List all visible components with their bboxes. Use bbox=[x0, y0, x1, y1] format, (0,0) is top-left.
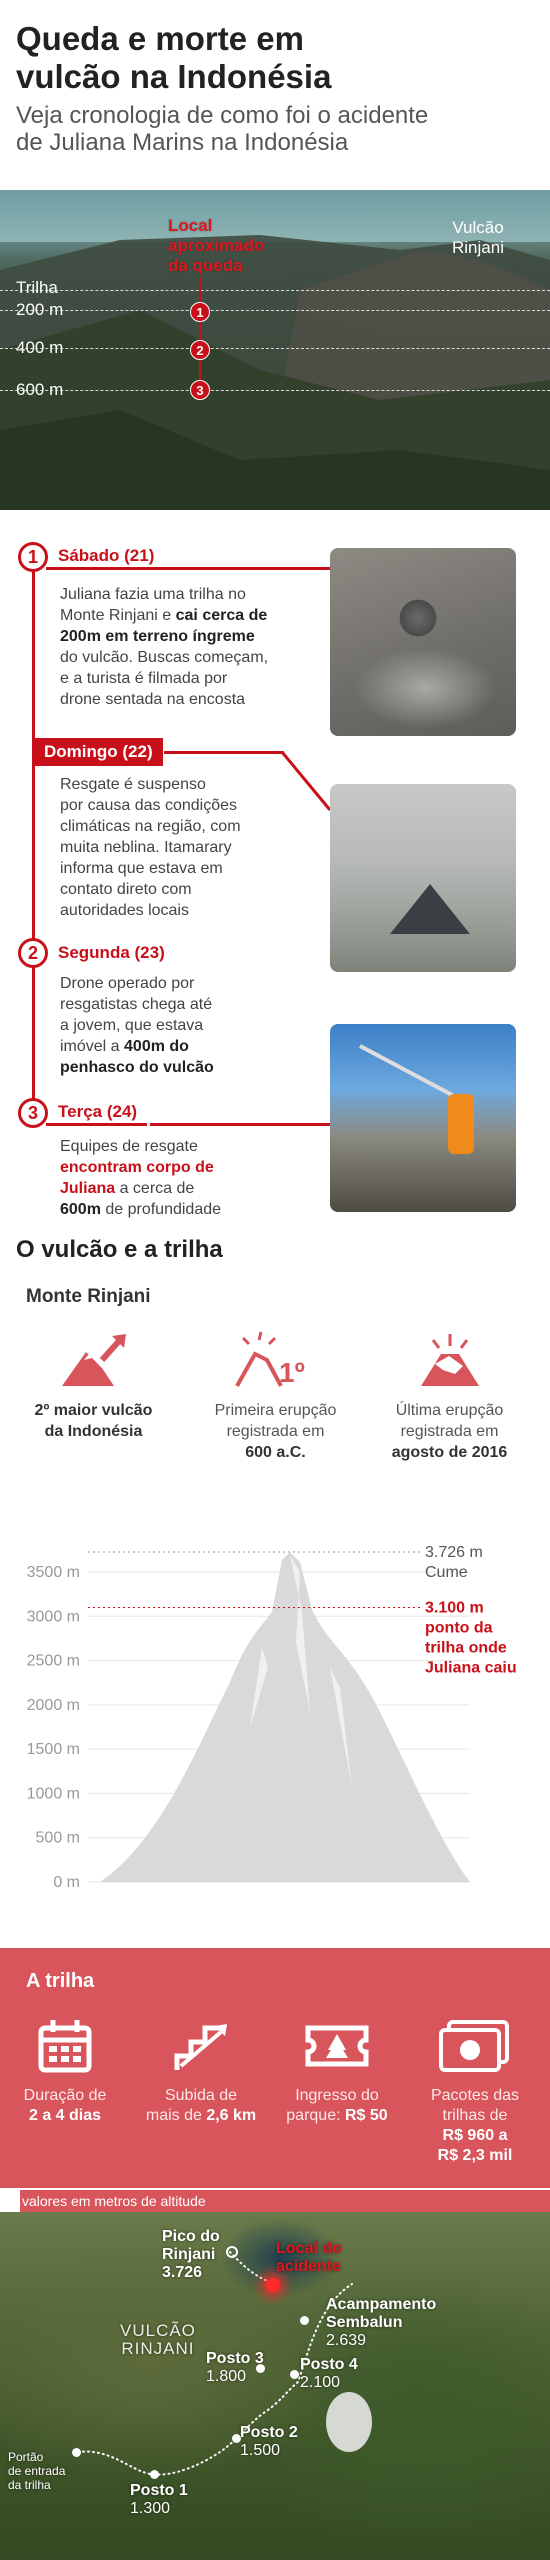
post2-label: Posto 2 1.500 bbox=[240, 2424, 298, 2459]
camp-marker bbox=[300, 2316, 309, 2325]
post3-label: Posto 3 1.800 bbox=[206, 2350, 264, 2385]
depth-600-label: 600 m bbox=[16, 380, 64, 399]
post1-marker bbox=[150, 2470, 159, 2479]
accident-label-value: 3.100 m bbox=[425, 1599, 484, 1617]
guide-200 bbox=[0, 310, 550, 311]
y-tick-label: 1000 m bbox=[26, 1785, 80, 1803]
mountain-silhouette bbox=[100, 1552, 470, 1882]
timeline-connector-2 bbox=[164, 751, 284, 754]
volcano-arrow-icon bbox=[54, 1330, 134, 1390]
photo-rescue-team bbox=[330, 1024, 516, 1212]
timeline-connector-4 bbox=[150, 1123, 330, 1126]
peak-label-value: 3.726 m bbox=[425, 1544, 483, 1561]
photo-drone-juliana bbox=[330, 548, 516, 736]
y-tick-label: 3000 m bbox=[26, 1608, 80, 1626]
timeline-connector-1 bbox=[160, 567, 330, 570]
timeline-number-2: 2 bbox=[18, 938, 48, 968]
gate-marker bbox=[72, 2448, 81, 2457]
timeline-number-3: 3 bbox=[18, 1098, 48, 1128]
page-title: Queda e morte em vulcão na Indonésia bbox=[16, 20, 332, 95]
mountain-title: Monte Rinjani bbox=[26, 1286, 151, 1307]
trail-title: A trilha bbox=[26, 1970, 95, 1992]
stat-last-eruption: Última erupção registrada em agosto de 2016 bbox=[362, 1330, 537, 1463]
peak-marker bbox=[226, 2246, 238, 2258]
unit-note: valores em metros de altitude bbox=[20, 2190, 550, 2212]
timeline-text-4: Equipes de resgate encontram corpo de Juliana a cerca de 600m de profundidade bbox=[60, 1138, 222, 1218]
photo-foggy-camp bbox=[330, 784, 516, 972]
tent-shape bbox=[390, 884, 470, 934]
gate-label: Portão de entrada da trilha bbox=[8, 2450, 66, 2492]
chart-y-ticks bbox=[27, 1564, 80, 1891]
volcano-map-label: VULCÃO RINJANI bbox=[120, 2321, 196, 2358]
fall-location-label: Local aproximado da queda bbox=[168, 216, 265, 275]
section-title-volcano: O vulcão e a trilha bbox=[16, 1236, 223, 1263]
header bbox=[0, 0, 550, 190]
marker-1: 1 bbox=[190, 302, 210, 322]
climb-icon bbox=[171, 2016, 231, 2076]
first-badge: 1º bbox=[278, 1357, 305, 1388]
y-tick-label: 500 m bbox=[35, 1829, 80, 1847]
fall-line bbox=[199, 278, 201, 390]
peak-label: Pico do Rinjani 3.726 bbox=[162, 2228, 220, 2281]
timeline-date-2: Domingo (22) bbox=[34, 738, 163, 766]
trail-stat-duration: Duração de 2 a 4 dias bbox=[0, 2016, 130, 2126]
marker-2: 2 bbox=[190, 340, 210, 360]
timeline-text-3: Drone operado por resgatistas chega até a jovem, que estava imóvel a 400m do penhasco do vulcão bbox=[60, 975, 214, 1076]
y-tick-label: 2000 m bbox=[26, 1696, 80, 1714]
ticket-icon bbox=[302, 2016, 372, 2076]
volcano-rinjani-label: Vulcão Rinjani bbox=[452, 218, 504, 257]
camp-label: Acampamento Sembalun 2.639 bbox=[326, 2296, 437, 2349]
post4-marker bbox=[290, 2370, 299, 2379]
trail-stat-packages: Pacotes das trilhas de R$ 960 a R$ 2,3 mil bbox=[410, 2016, 540, 2166]
timeline-number-1: 1 bbox=[18, 542, 48, 572]
timeline-date-4: Terça (24) bbox=[46, 1098, 147, 1126]
timeline-date-1: Sábado (21) bbox=[46, 542, 164, 570]
guide-600 bbox=[0, 390, 550, 391]
trail-guide-line bbox=[0, 290, 550, 291]
volcano-first-eruption-icon bbox=[231, 1330, 321, 1390]
trail-label: Trilha bbox=[16, 278, 58, 297]
volcano-last-eruption-icon bbox=[415, 1330, 485, 1390]
page-subtitle: Veja cronologia de como foi o acidente de Juliana Marins na Indonésia bbox=[16, 102, 429, 156]
post4-label: Posto 4 2.100 bbox=[300, 2356, 358, 2391]
timeline bbox=[0, 540, 550, 1230]
y-tick-label: 0 m bbox=[53, 1874, 80, 1891]
guide-400 bbox=[0, 348, 550, 349]
y-tick-label: 3500 m bbox=[26, 1564, 80, 1582]
stat-first-eruption: 1º Primeira erupção registrada em 600 a.C. bbox=[188, 1330, 363, 1463]
trail-stat-climb: Subida de mais de 2,6 km bbox=[136, 2016, 266, 2126]
y-tick-label: 1500 m bbox=[26, 1741, 80, 1759]
trail-band bbox=[0, 1948, 550, 2188]
money-icon bbox=[437, 2016, 513, 2076]
hero-volcano-photo bbox=[0, 190, 550, 510]
depth-200-label: 200 m bbox=[16, 300, 64, 319]
peak-label-name: Cume bbox=[425, 1564, 468, 1581]
accident-label-line3: trilha onde bbox=[425, 1639, 507, 1657]
post1-label: Posto 1 1.300 bbox=[130, 2482, 188, 2517]
trail-map bbox=[0, 2212, 550, 2560]
accident-label: Local do acidente bbox=[276, 2240, 342, 2275]
trail-path bbox=[0, 2212, 550, 2560]
y-tick-label: 2500 m bbox=[26, 1652, 80, 1670]
trail-stat-ticket: Ingresso do parque: R$ 50 bbox=[272, 2016, 402, 2126]
rescuer-figure bbox=[448, 1094, 474, 1154]
stat-second-largest: 2º maior vulcão da Indonésia bbox=[6, 1330, 181, 1442]
depth-400-label: 400 m bbox=[16, 338, 64, 357]
timeline-text-1: Juliana fazia uma trilha no Monte Rinjani e cai cerca de 200m em terreno íngreme do vulcão. Buscas começam, e a turista é filmada por drone sentada na encosta bbox=[60, 586, 269, 708]
accident-label-line2: ponto da bbox=[425, 1619, 493, 1637]
timeline-text-2: Resgate é suspenso por causa das condições climáticas na região, com muita neblina. Itamarary informa que estava em contato direto com autoridades locais bbox=[60, 776, 241, 919]
timeline-date-3: Segunda (23) bbox=[58, 943, 165, 962]
altitude-chart bbox=[0, 1530, 550, 1900]
timeline-line bbox=[32, 560, 35, 1120]
accident-label-line4: Juliana caiu bbox=[425, 1659, 517, 1677]
marker-3: 3 bbox=[190, 380, 210, 400]
cloud bbox=[326, 2392, 372, 2452]
accident-marker bbox=[266, 2278, 280, 2292]
calendar-icon bbox=[35, 2016, 95, 2076]
ridge-illustration bbox=[0, 230, 550, 510]
rescue-rig bbox=[359, 1044, 458, 1099]
